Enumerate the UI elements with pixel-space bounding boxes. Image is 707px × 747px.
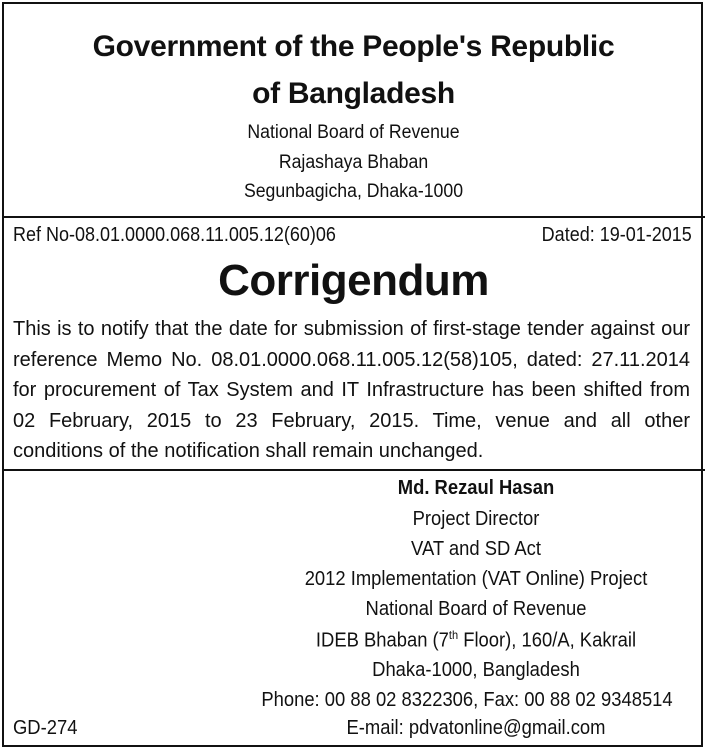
notice-body [13, 314, 690, 467]
address-sup: th [448, 628, 459, 642]
document-date: Dated: 19-01-2015 [541, 224, 692, 246]
document-title: Corrigendum [218, 256, 489, 305]
address-pre: IDEB Bhaban (7 [315, 629, 449, 652]
signatory-address [268, 628, 684, 653]
address-post: Floor), 160/A, Kakrail [458, 629, 637, 652]
body-line-4: 02 February, 2015 to 23 February, 2015. Time, venue and all other [13, 409, 690, 432]
office-name: National Board of Revenue [247, 122, 460, 143]
phone-fax: Phone: 00 88 02 8322306, Fax: 00 88 02 9348514 [261, 689, 673, 711]
signatory-office: National Board of Revenue [365, 598, 587, 620]
body-line-2: reference Memo No. 08.01.0000.068.11.005.12(58)105, dated: 27.11.2014 [13, 348, 690, 371]
office-location: Segunbagicha, Dhaka-1000 [243, 181, 464, 202]
signatory-designation: Project Director [412, 508, 540, 530]
gd-code: GD-274 [13, 717, 78, 739]
reference-number: Ref No-08.01.0000.068.11.005.12(60)06 [13, 224, 336, 246]
project-line-2: 2012 Implementation (VAT Online) Project [304, 568, 648, 590]
body-line-5: conditions of the notification shall remain unchanged. [13, 440, 484, 462]
body-line-1: This is to notify that the date for submission of first-stage tender against our [13, 318, 690, 340]
government-heading-line2: of Bangladesh [252, 77, 455, 110]
body-line-3: for procurement of Tax System and IT Infrastructure has been shifted from [13, 379, 690, 401]
building-name: Rajashaya Bhaban [278, 152, 429, 173]
signatory-name: Md. Rezaul Hasan [397, 477, 555, 499]
header-divider [2, 216, 705, 218]
body-divider [2, 469, 705, 471]
government-heading-line1: Government of the People's Republic [92, 30, 615, 63]
signatory-city: Dhaka-1000, Bangladesh [372, 659, 580, 681]
email-address: E-mail: pdvatonline@gmail.com [346, 717, 606, 739]
project-line-1: VAT and SD Act [411, 538, 541, 560]
